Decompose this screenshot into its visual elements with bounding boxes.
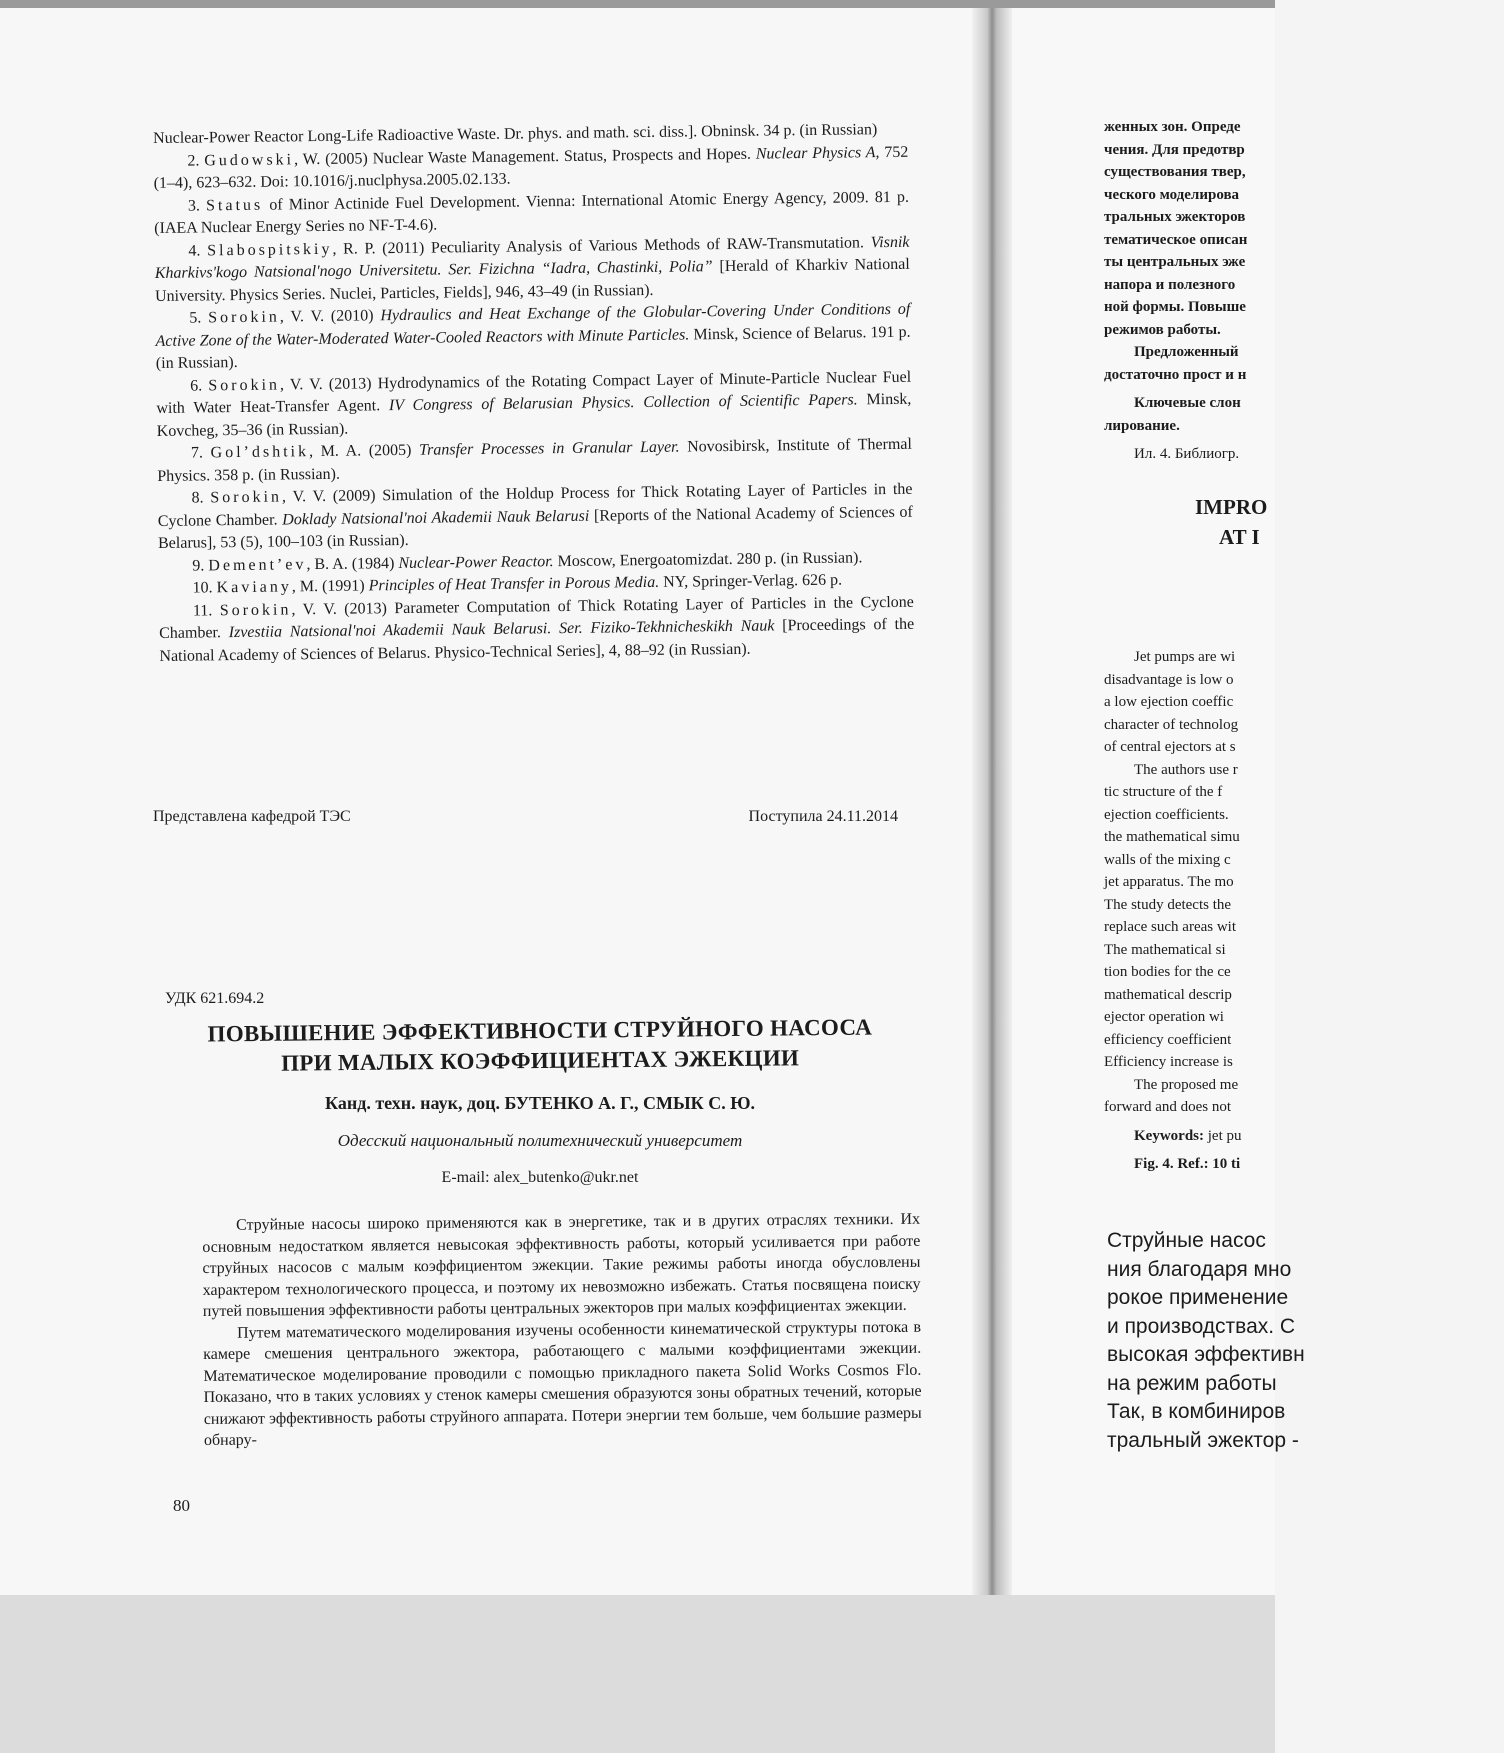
reference-item <box>157 479 913 556</box>
text-line: replace such areas wit <box>1104 919 1237 935</box>
text-line: Предложенный <box>1134 344 1239 360</box>
right-page-body-text <box>1107 1227 1305 1455</box>
reference-item <box>155 299 911 376</box>
reference-item <box>156 366 912 443</box>
text-line: The authors use r <box>1134 761 1238 778</box>
reference-text: Moscow, Energoatomizdat. 280 p. (in Russian). <box>553 548 863 570</box>
submission-info <box>153 806 898 829</box>
reference-author: Status <box>205 196 264 214</box>
right-page-en-abstract <box>1104 646 1504 1176</box>
text-line: и производствах. С <box>1107 1314 1296 1338</box>
reference-source: Nuclear Physics A, <box>755 143 880 163</box>
reference-text: [Reports of the National Academy of Sciences of Belarus], 53 (5), 100–103 (in Russian). <box>157 503 913 552</box>
reference-text: , V. V. (2013) Hydrodynamics of the Rotating Compact Layer of Minute-Particle Nuclear Fuel with Water Heat-Transfer Agent. <box>156 368 912 417</box>
text-line: ния благодаря мно <box>1107 1257 1292 1281</box>
reference-author: Slabospitskiy <box>207 240 333 259</box>
reference-text: NY, Springer-Verlag. 626 p. <box>659 571 843 591</box>
text-line: character of technolog <box>1104 716 1239 733</box>
text-line: достаточно прост и н <box>1104 366 1247 383</box>
reference-author: Sorokin <box>208 375 281 394</box>
reference-text: , V. V. (2010) <box>279 307 381 326</box>
text-line: The proposed me <box>1134 1076 1239 1093</box>
reference-source: Visnik Kharkivs'kogo Natsional'nogo Universitetu. Ser. Fizichna “Iadra, Chastinki, Polia” <box>154 233 910 282</box>
right-page-title <box>1195 492 1267 552</box>
keywords-line: Ключевые слон <box>1134 395 1241 411</box>
figures-refs: Fig. 4. Ref.: 10 ti <box>1134 1156 1241 1172</box>
title-line: ПОВЫШЕНИЕ ЭФФЕКТИВНОСТИ СТРУЙНОГО НАСОСА <box>207 1014 873 1047</box>
title-line: IMPRO <box>1195 495 1268 519</box>
reference-author: Sorokin <box>219 600 292 619</box>
text-line: ты центральных эже <box>1104 254 1246 270</box>
text-line: женных зон. Опреде <box>1104 119 1241 135</box>
abstract <box>202 1209 922 1452</box>
received-date: Поступила 24.11.2014 <box>748 808 898 825</box>
text-line: The study detects the <box>1104 896 1232 913</box>
title-line: AT I <box>1219 525 1260 549</box>
reference-text: , M. (1991) <box>291 577 369 596</box>
article-title <box>160 1012 921 1080</box>
reference-source: Principles of Heat Transfer in Porous Media. <box>368 573 660 595</box>
udk-code: УДК 621.694.2 <box>165 990 265 1007</box>
submitted-by: Представлена кафедрой ТЭС <box>153 808 351 825</box>
text-line: ejector operation wi <box>1104 1009 1224 1025</box>
reference-text: , B. A. (1984) <box>306 554 399 573</box>
text-line: существования твер, <box>1104 164 1246 180</box>
reference-number: 2. <box>187 151 200 170</box>
reference-source: Doklady Natsional'noi Akademii Nauk Belarusi <box>282 507 590 528</box>
text-line: Так, в комбиниров <box>1107 1400 1286 1423</box>
reference-text: Minsk, Science of Belarus. 191 p. (in Russian). <box>155 323 911 372</box>
reference-number: 11. <box>192 601 213 620</box>
reference-text: , V. V. (2013) Parameter Computation of Thick Rotating Layer of Particles in the Cyclone Chamber. <box>159 593 914 642</box>
reference-author: Sorokin <box>210 488 283 507</box>
reference-text: 752 (1–4), 623–632. Doi: 10.1016/j.nuclphysa.2005.02.133. <box>153 143 909 192</box>
abstract-paragraph: Струйные насосы широко применяются как в энергетике, так и в других отраслях техники. Их основным недостатком является невысокая эффективность работы, который усиливается при работе струйных насосов с малым коэффициентом эжекции. Такие режимы работы иногда обусловлены характером технологического процесса, и поэтому их невозможно избежать. Статья посвящена поиску путей повышения эффективности работы центральных эжекторов при малых коэффициентах эжекции. <box>202 1210 921 1320</box>
text-line: Efficiency increase is <box>1104 1054 1233 1070</box>
reference-text: of Minor Actinide Fuel Development. Vienna: International Atomic Energy Agency, 2009. 81 p. (IAEA Nuclear Energy Series no NF-T-4.6). <box>154 188 910 237</box>
reference-item <box>159 591 915 668</box>
reference-number: 4. <box>188 241 201 260</box>
text-line: a low ejection coeffic <box>1104 694 1234 710</box>
text-line: walls of the mixing c <box>1104 851 1231 868</box>
text-line: forward and does not <box>1104 1099 1232 1115</box>
reference-number: 7. <box>190 444 204 462</box>
reference-text: Nuclear-Power Reactor Long-Life Radioactive Waste. Dr. phys. and math. sci. diss.]. Obninsk. 34 p. (in Russian) <box>153 121 878 147</box>
text-line: Jet pumps are wi <box>1134 649 1236 665</box>
text-line: efficiency coefficient <box>1104 1031 1232 1048</box>
reference-item <box>154 231 910 308</box>
reference-source: Nuclear-Power Reactor. <box>398 552 554 572</box>
text-line: высокая эффективн <box>1107 1343 1305 1366</box>
text-line: тральных эжекторов <box>1104 209 1246 225</box>
text-line: Струйные насос <box>1107 1229 1266 1252</box>
reference-number: 3. <box>187 196 201 215</box>
reference-text: Minsk, Kovcheg, 35–36 (in Russian). <box>156 390 912 440</box>
reference-text: , M. A. (2005) <box>308 441 420 461</box>
reference-source: Izvestiia Natsional'noi Akademii Nauk Belarusi. Ser. Fiziko-Tekhnicheskikh Nauk <box>228 617 775 642</box>
reference-author: Gudowski <box>204 150 295 169</box>
text-line: The mathematical si <box>1104 941 1226 958</box>
reference-text: Novosibirsk, Institute of Thermal Physics. 358 p. (in Russian). <box>157 435 913 485</box>
affiliation: Одесский национальный политехнический университет <box>337 1131 743 1150</box>
reference-number: 6. <box>190 376 203 395</box>
article-authors: Канд. техн. наук, доц. БУТЕНКО А. Г., СМЫК С. Ю. <box>325 1093 755 1113</box>
text-line: of central ejectors at s <box>1104 739 1236 755</box>
text-line: jet apparatus. The mo <box>1104 874 1234 890</box>
text-line: ной формы. Повыше <box>1104 299 1246 315</box>
text-line: ческого моделирова <box>1104 186 1240 203</box>
reference-text: , R. P. (2011) Peculiarity Analysis of Various Methods of RAW-Transmutation. <box>332 233 871 258</box>
text-line: режимов работы. <box>1104 321 1221 338</box>
reference-list <box>153 119 915 668</box>
figures-refs: Ил. 4. Библиогр. <box>1134 446 1240 462</box>
reference-source: Hydraulics and Heat Exchange of the Globular-Covering Under Conditions of Active Zone of the Water-Moderated Water-Cooled Reactors with Minute Particles. <box>155 300 911 350</box>
reference-author: Gol’dshtik <box>210 443 310 462</box>
scan-edge-top <box>0 0 1275 8</box>
book-gutter <box>972 8 1012 1595</box>
text-line: tion bodies for the ce <box>1104 964 1231 980</box>
text-line: чения. Для предотвр <box>1104 141 1245 158</box>
title-line: ПРИ МАЛЫХ КОЭФФИЦИЕНТАХ ЭЖЕКЦИИ <box>281 1045 800 1076</box>
reference-source: IV Congress of Belarusian Physics. Collection of Scientific Papers. <box>388 391 858 415</box>
reference-number: 5. <box>189 309 202 327</box>
reference-text: , V. V. (2009) Simulation of the Holdup Process for Thick Rotating Layer of Particles in the Cyclone Chamber. <box>157 480 913 530</box>
scan-edge-bottom <box>0 1595 1275 1753</box>
contact-email: E-mail: alex_butenko@ukr.net <box>441 1169 639 1186</box>
page-number: 80 <box>173 1496 190 1515</box>
text-line: tic structure of the f <box>1104 784 1223 800</box>
keywords-line <box>1104 1125 1504 1148</box>
text-line: тематическое описан <box>1104 231 1248 248</box>
keywords-text: jet pu <box>1204 1127 1242 1144</box>
reference-author: Kaviany <box>216 578 292 597</box>
text-line: напора и полезного <box>1104 276 1236 293</box>
text-line: рокое применение <box>1107 1286 1289 1309</box>
reference-number: 10. <box>192 579 213 597</box>
reference-author: Sorokin <box>208 308 280 327</box>
reference-number: 8. <box>191 489 204 507</box>
abstract-paragraph: Путем математического моделирования изучены особенности кинематической структуры потока в камере смешения центрального эжектора, работающего с малыми коэффициентами эжекции. Математическое моделирование проводили с помощью прикладного пакета Solid Works Cosmos Flo. Показано, что в таких условиях у стенок камеры смешения образуются зоны обратных течений, которые снижают эффективность работы струйного аппарата. Потери энергии тем больше, чем большие размеры обнару- <box>203 1318 922 1449</box>
text-line: ejection coefficients. <box>1104 806 1229 823</box>
text-line: disadvantage is low o <box>1104 671 1234 688</box>
text-line: mathematical descrip <box>1104 986 1232 1003</box>
reference-text: , W. (2005) Nuclear Waste Management. Status, Prospects and Hopes. <box>293 145 756 168</box>
reference-number: 9. <box>192 556 205 575</box>
reference-text: [Proceedings of the National Academy of Sciences of Belarus. Physico-Technical Series], 4, 88–92 (in Russian). <box>159 615 915 665</box>
right-page-ru-text <box>1104 116 1504 466</box>
keywords-line: лирование. <box>1104 417 1180 434</box>
reference-text: [Herald of Kharkiv National University. Physics Series. Nuclei, Particles, Fields], 946, 43–49 (in Russian). <box>154 255 910 305</box>
text-line: тральный эжектор - <box>1107 1428 1299 1452</box>
text-line: на режим работы <box>1107 1371 1277 1395</box>
reference-source: Transfer Processes in Granular Layer. <box>418 438 680 459</box>
text-line: the mathematical simu <box>1104 829 1240 845</box>
keywords-label: Keywords: <box>1134 1127 1204 1144</box>
reference-author: Dement’ev <box>208 555 307 574</box>
